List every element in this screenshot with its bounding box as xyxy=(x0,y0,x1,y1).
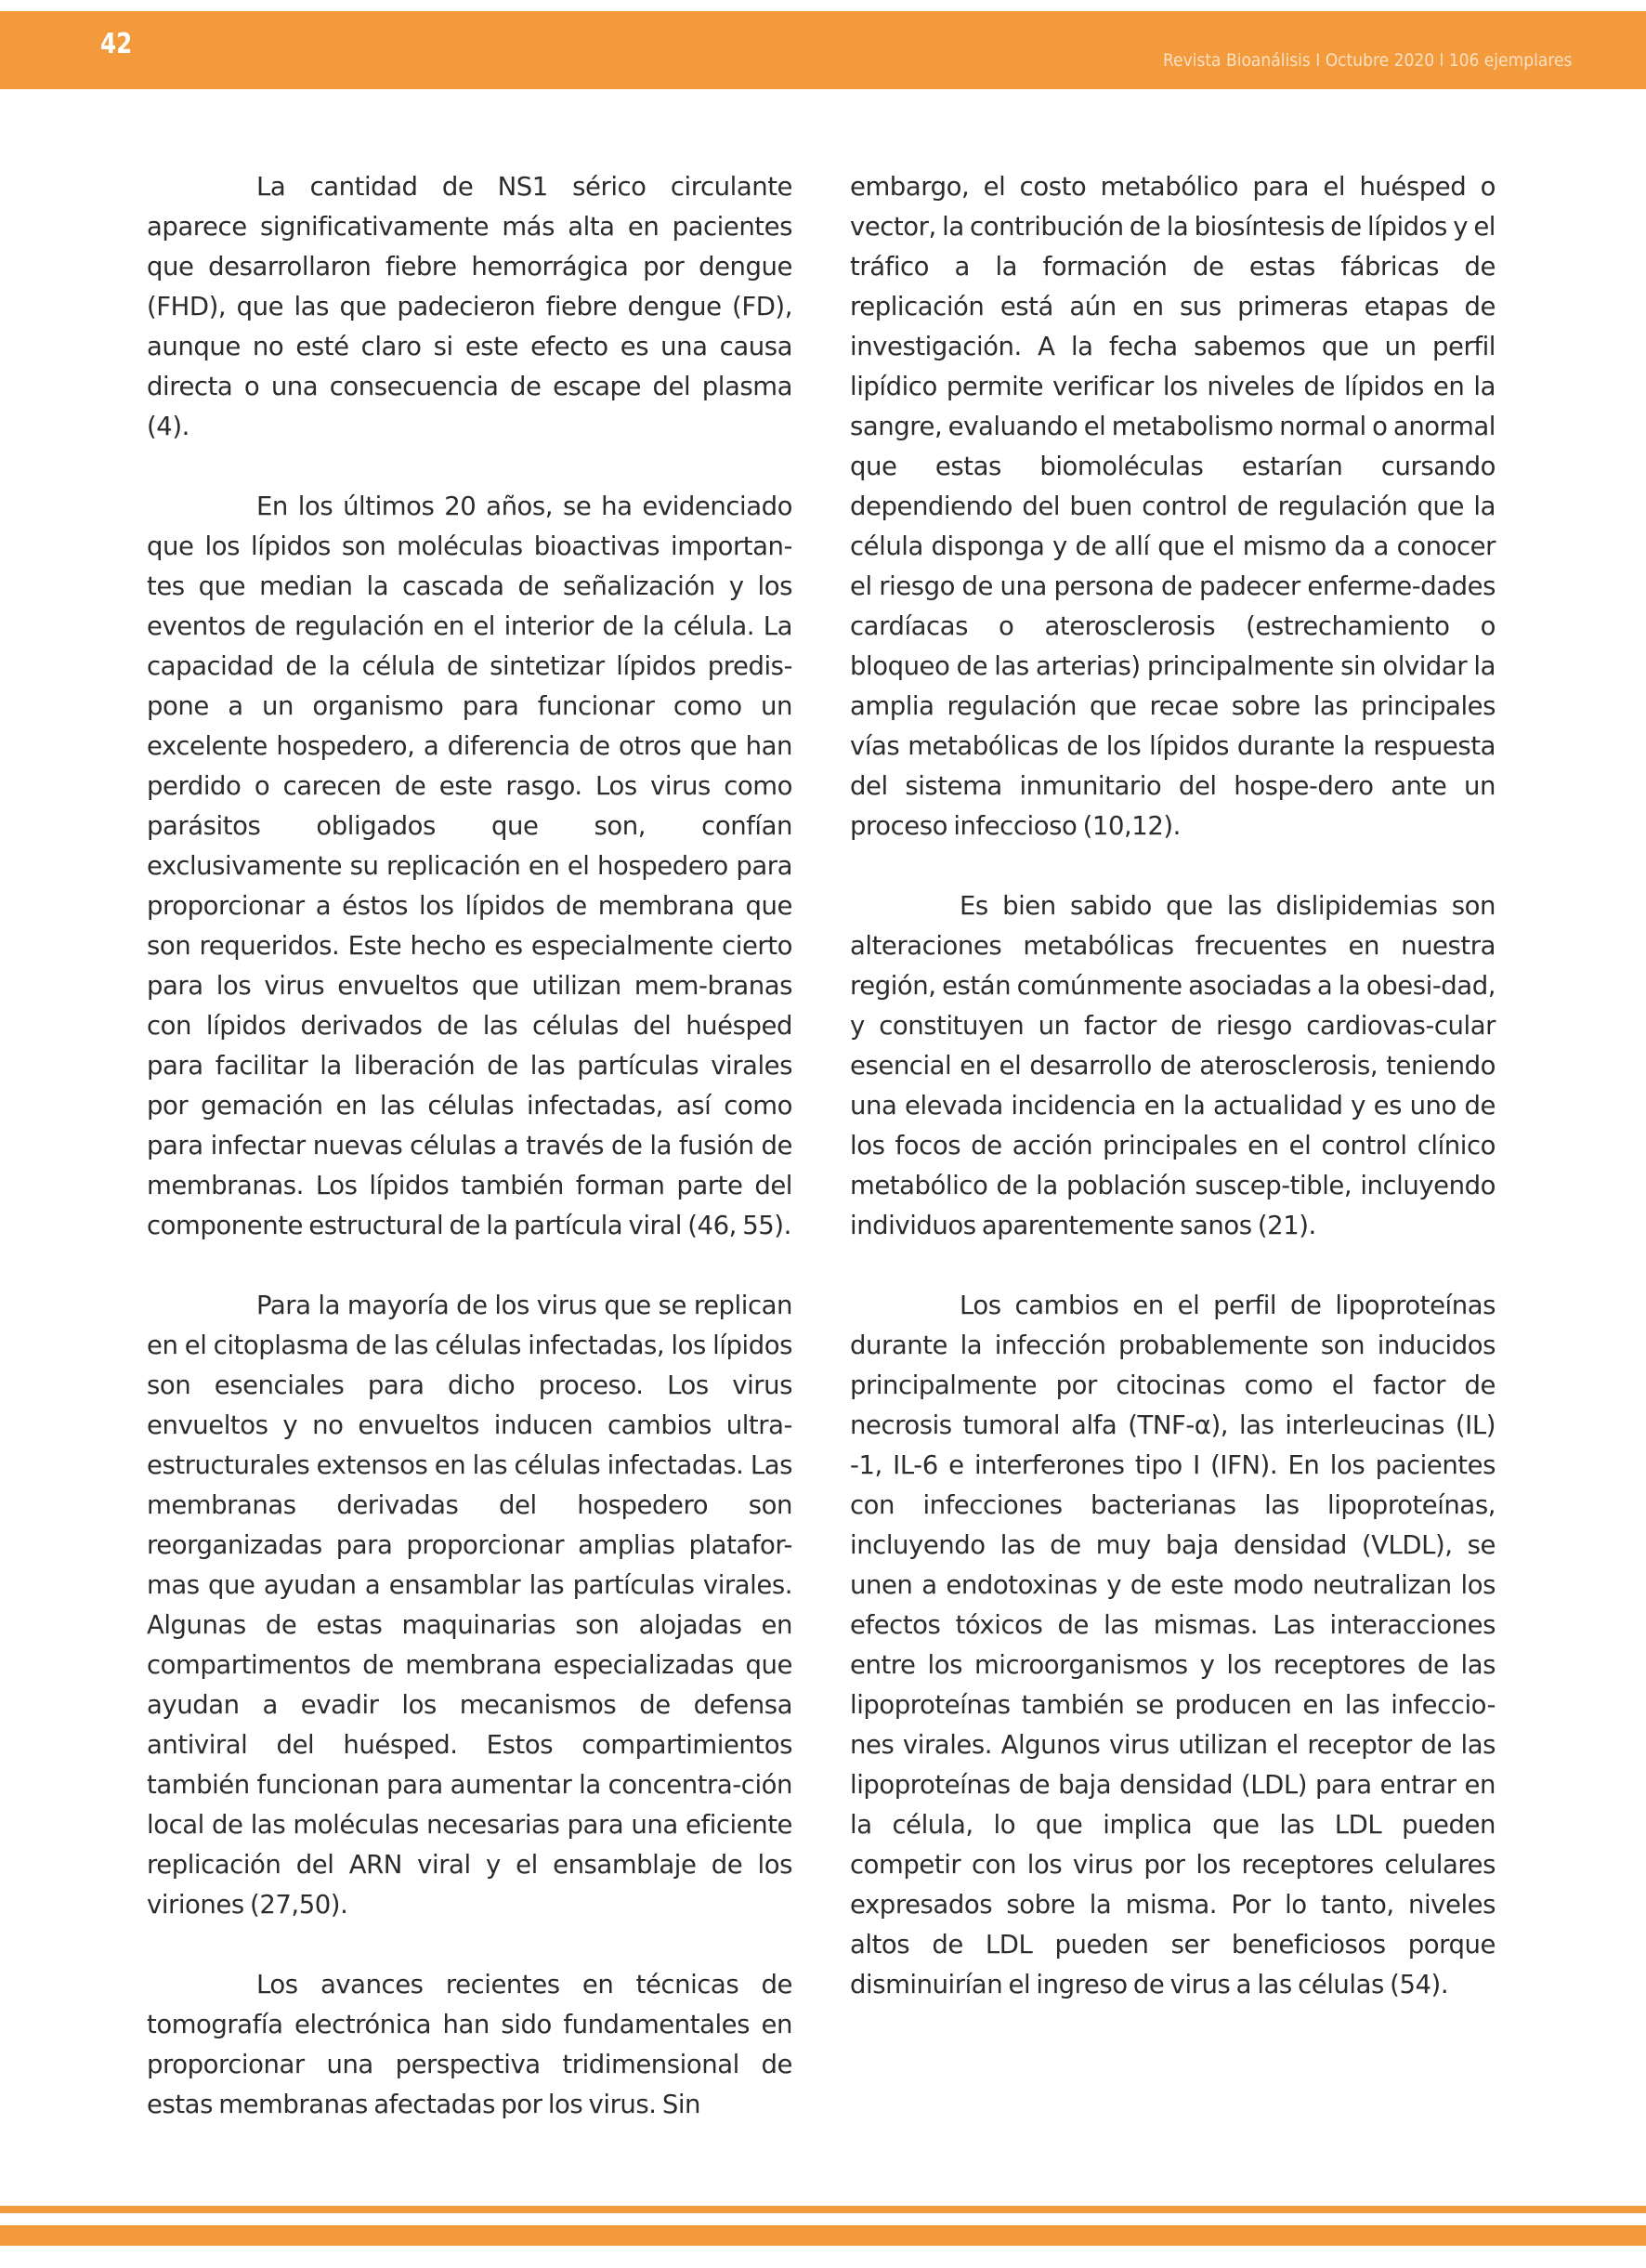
header-bar xyxy=(0,11,1646,89)
page-number: 42 xyxy=(100,28,133,60)
right-column xyxy=(850,167,1496,2005)
footer-rule-thin xyxy=(0,2206,1646,2213)
paragraph-ns1: La cantidad de NS1 sérico circulante aparece significativamente más alta en pacientes que desarrollaron fiebre hemorrágica por dengue (FHD), que las que padecieron fiebre dengue (FD), aunque no esté claro si este efecto es una causa directa o una consecuencia de escape del plasma (4). xyxy=(147,172,792,441)
paragraph-lipids-bioactive: En los últimos 20 años, se ha evidenciado que los lípidos son moléculas bioactivas importan-tes que median la cascada de señalización y los eventos de regulación en el interior de la célula. La capacidad de la célula de sintetizar lípidos predis-pone a un organismo para funcionar como un excelente hospedero, a diferencia de otros que han perdido o carecen de este rasgo. Los virus como parásitos obligados que son, confían exclusivamente su replicación en el hospedero para proporcionar a éstos los lípidos de membrana que son requeridos. Este hecho es especialmente cierto para los virus envueltos que utilizan mem-branas con lípidos derivados de las células del huésped para facilitar la liberación de las partículas virales por gemación en las células infectadas, así como para infectar nuevas células a través de la fusión de membranas. Los lípidos también forman parte del componente estructural de la partícula viral (46, 55). xyxy=(147,492,792,1240)
paragraph-metabolic-cost: embargo, el costo metabólico para el huésped o vector, la contribución de la biosíntesis de lípidos y el tráfico a la formación de estas fábricas de replicación está aún en sus primeras etapas de investigación. A la fecha sabemos que un perfil lipídico permite verificar los niveles de lípidos en la sangre, evaluando el metabolismo normal o anormal que estas biomoléculas estarían cursando dependiendo del buen control de regulación que la célula disponga y de allí que el mismo da a conocer el riesgo de una persona de padecer enferme-dades cardíacas o aterosclerosis (estrechamiento o bloqueo de las arterias) principalmente sin olvidar la amplia regulación que recae sobre las principales vías metabólicas de los lípidos durante la respuesta del sistema inmunitario del hospe-dero ante un proceso infeccioso (10,12). xyxy=(850,172,1496,841)
left-column xyxy=(147,167,792,2125)
paragraph-lipoprotein-changes: Los cambios en el perfil de lipoproteínas durante la infección probablemente son inducidos principalmente por citocinas como el factor de necrosis tumoral alfa (TNF-α), las interleucinas (IL) -1, IL-6 e interferones tipo I (IFN). En los pacientes con infecciones bacterianas las lipoproteínas, incluyendo las de muy baja densidad (VLDL), se unen a endotoxinas y de este modo neutralizan los efectos tóxicos de las mismas. Las interacciones entre los microorganismos y los receptores de las lipoproteínas también se producen en las infeccio-nes virales. Algunos virus utilizan el receptor de las lipoproteínas de baja densidad (LDL) para entrar en la célula, lo que implica que las LDL pueden competir con los virus por los receptores celulares expresados sobre la misma. Por lo tanto, niveles altos de LDL pueden ser beneficiosos porque disminuirían el ingreso de virus a las células (54). xyxy=(850,1291,1496,1999)
journal-reference: Revista Bioanálisis I Octubre 2020 l 106 ejemplares xyxy=(1162,50,1572,71)
paragraph-tomography: Los avances recientes en técnicas de tomografía electrónica han sido fundamentales en proporcionar una perspectiva tridimensional de estas membranas afectadas por los virus. Sin xyxy=(147,1970,792,2119)
footer-rule-thick xyxy=(0,2225,1646,2246)
paragraph-dyslipidemias: Es bien sabido que las dislipidemias son alteraciones metabólicas frecuentes en nuestra región, están comúnmente asociadas a la obesi-dad, y constituyen un factor de riesgo cardiovas-cular esencial en el desarrollo de aterosclerosis, teniendo una elevada incidencia en la actualidad y es uno de los focos de acción principales en el control clínico metabólico de la población suscep-tible, incluyendo individuos aparentemente sanos (21). xyxy=(850,891,1496,1240)
paragraph-cytoplasm-replication: Para la mayoría de los virus que se replican en el citoplasma de las células infectadas, los lípidos son esenciales para dicho proceso. Los virus envueltos y no envueltos inducen cambios ultra-estructurales extensos en las células infectadas. Las membranas derivadas del hospedero son reorganizadas para proporcionar amplias platafor-mas que ayudan a ensamblar las partículas virales. Algunas de estas maquinarias son alojadas en compartimentos de membrana especializadas que ayudan a evadir los mecanismos de defensa antiviral del huésped. Estos compartimientos también funcionan para aumentar la concentra-ción local de las moléculas necesarias para una eficiente replicación del ARN viral y el ensamblaje de los viriones (27,50). xyxy=(147,1291,792,1920)
